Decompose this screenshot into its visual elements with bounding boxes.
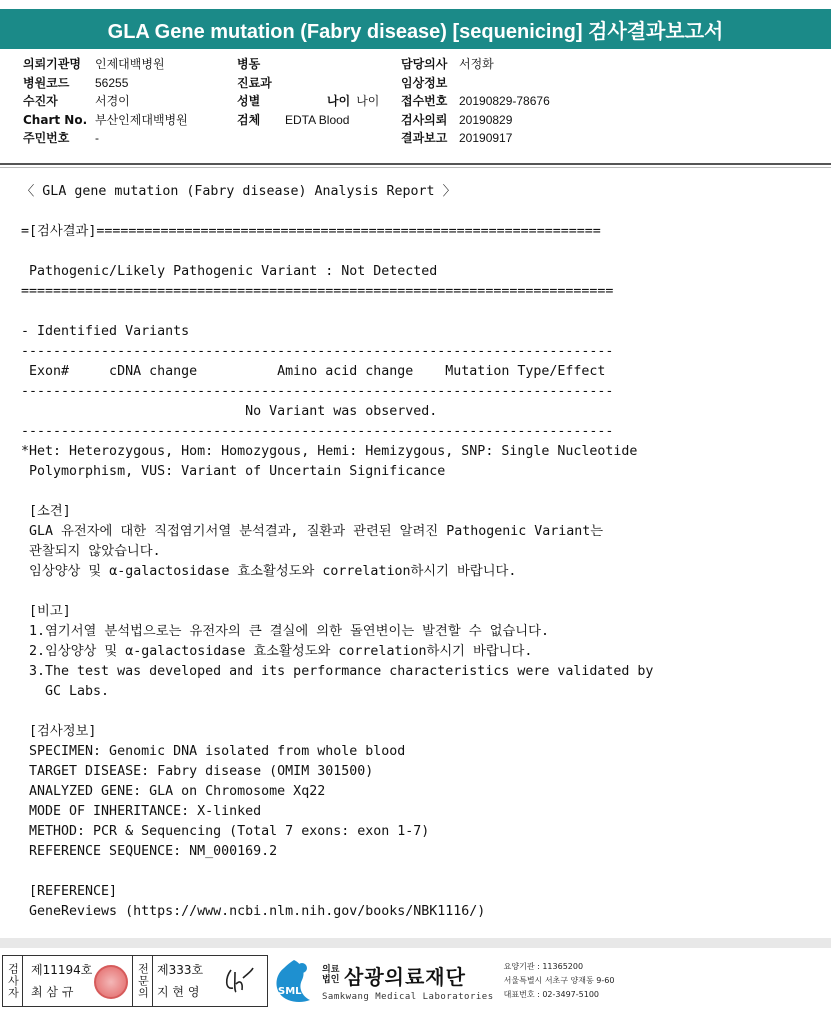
report-line: REFERENCE SEQUENCE: NM_000169.2 — [21, 844, 278, 859]
report-line: 3.The test was developed and its performance characteristics were validated by — [21, 664, 654, 679]
report-body — [21, 182, 821, 922]
report-line: Exon# cDNA change Amino acid change Mutation Type/Effect — [21, 364, 606, 379]
report-line: GLA 유전자에 대한 직접염기서열 분석결과, 질환과 관련된 알려진 Pathogenic Variant는 — [21, 524, 604, 539]
reviewer-info — [153, 956, 267, 1006]
organization-block — [272, 955, 614, 1007]
info-row-ward — [237, 55, 379, 74]
report-line: [검사정보] — [21, 724, 97, 739]
age-label: 나이 — [327, 94, 351, 108]
info-row-clinical-info — [401, 74, 550, 93]
org-english-name: Samkwang Medical Laboratories — [322, 991, 494, 1002]
reviewer-license-no: 제333호 — [157, 963, 204, 977]
report-line: 관찰되지 않았습니다. — [21, 544, 161, 559]
info-label: 결과보고 — [401, 131, 448, 145]
org-contact-line: 요양기관 : 11365200 — [503, 962, 584, 971]
org-prefix: 의료법인 — [322, 965, 340, 985]
info-value: 인제대백병원 — [95, 57, 165, 71]
examiner-label: 검사자 — [3, 956, 23, 1006]
report-line: Pathogenic/Likely Pathogenic Variant : Not Detected — [21, 264, 438, 279]
patient-info-column-3 — [401, 55, 550, 148]
info-label: 검체 — [237, 112, 261, 127]
report-line: 〈 GLA gene mutation (Fabry disease) Analysis Report 〉 — [21, 184, 456, 199]
info-row-chart-no — [23, 111, 188, 130]
info-label: 임상정보 — [401, 75, 448, 90]
info-value: 56255 — [95, 75, 129, 90]
report-line: -------------------------------------------------------------------------- — [21, 344, 614, 359]
reviewer-name: 지 현 영 — [157, 985, 200, 999]
info-value: 부산인제대백병원 — [95, 112, 188, 127]
org-contact-line: 대표번호 : 02-3497-5100 — [503, 990, 600, 999]
report-line — [21, 582, 821, 602]
report-line — [21, 202, 821, 222]
patient-info-column-2 — [237, 55, 379, 129]
signature-box — [2, 955, 268, 1007]
logo-text: SML — [278, 986, 302, 997]
report-line — [21, 862, 821, 882]
info-value: 20190829-78676 — [459, 94, 550, 108]
report-line — [21, 242, 821, 262]
report-line: 임상양상 및 α-galactosidase 효소활성도와 correlation하시기 바랍니다. — [21, 564, 517, 579]
org-name: 삼광의료재단 — [344, 964, 466, 989]
info-label: 병동 — [237, 57, 261, 71]
report-line: [소견] — [21, 504, 71, 519]
info-label: 검사의뢰 — [401, 112, 448, 127]
info-value: 20190917 — [459, 131, 513, 145]
report-title: GLA Gene mutation (Fabry disease) [sequenicing] 검사결과보고서 — [0, 9, 831, 49]
report-line: 1.염기서열 분석법으로는 유전자의 큰 결실에 의한 돌연변이는 발견할 수 없습니다. — [21, 624, 549, 639]
info-label: 주민번호 — [23, 131, 70, 145]
report-line: =[검사결과]=============================================================== — [21, 224, 601, 239]
info-row-receipt-no — [401, 92, 550, 111]
report-line: ANALYZED GENE: GLA on Chromosome Xq22 — [21, 784, 326, 799]
report-line: TARGET DISEASE: Fabry disease (OMIM 301500) — [21, 764, 374, 779]
info-row-specimen — [237, 111, 379, 130]
report-line: MODE OF INHERITANCE: X-linked — [21, 804, 262, 819]
report-line — [21, 302, 821, 322]
info-row-institution — [23, 55, 188, 74]
info-row-hospital-code — [23, 74, 188, 93]
info-label: 접수번호 — [401, 94, 448, 108]
report-line: METHOD: PCR & Sequencing (Total 7 exons: exon 1-7) — [21, 824, 430, 839]
examiner-name: 최 삼 규 — [31, 985, 74, 999]
info-value: - — [95, 131, 99, 145]
organization-name-block — [322, 961, 494, 1002]
report-line: - Identified Variants — [21, 324, 190, 339]
report-line: GC Labs. — [21, 684, 110, 699]
header-divider-thin — [0, 167, 831, 168]
info-row-report-date — [401, 129, 550, 148]
seal-stamp-icon — [94, 965, 128, 999]
info-label: 수진자 — [23, 94, 58, 108]
signature-icon — [221, 964, 257, 998]
reviewer-label: 전문의 — [133, 956, 153, 1006]
header-divider — [0, 163, 831, 165]
info-label: Chart No. — [23, 112, 88, 127]
report-line: -------------------------------------------------------------------------- — [21, 424, 614, 439]
org-contact-line: 서울특별시 서초구 양재동 9-60 — [503, 976, 615, 985]
sml-logo-icon — [272, 958, 316, 1004]
examiner-license-no: 제11194호 — [31, 963, 93, 977]
report-line: SPECIMEN: Genomic DNA isolated from whole blood — [21, 744, 406, 759]
report-line — [21, 702, 821, 722]
info-value: EDTA Blood — [285, 112, 350, 127]
org-contact — [504, 960, 615, 1002]
report-line: [비고] — [21, 604, 71, 619]
info-label: 진료과 — [237, 75, 272, 90]
examiner-info — [23, 956, 133, 1006]
info-label: 담당의사 — [401, 57, 448, 71]
patient-info-column-1 — [23, 55, 188, 148]
age-value: 나이 — [356, 94, 380, 108]
footer-separator — [0, 938, 831, 948]
report-line: ========================================================================== — [21, 284, 614, 299]
report-line: GeneReviews (https://www.ncbi.nlm.nih.gov/books/NBK1116/) — [21, 904, 486, 919]
info-row-doctor — [401, 55, 550, 74]
info-label: 성별 — [237, 94, 261, 108]
info-label: 병원코드 — [23, 75, 70, 90]
report-line: -------------------------------------------------------------------------- — [21, 384, 614, 399]
report-line — [21, 482, 821, 502]
report-line: *Het: Heterozygous, Hom: Homozygous, Hemi: Hemizygous, SNP: Single Nucleotide — [21, 444, 638, 459]
report-line: No Variant was observed. — [21, 404, 438, 419]
info-value: 20190829 — [459, 112, 513, 127]
info-label: 의뢰기관명 — [23, 57, 81, 71]
report-line: 2.임상양상 및 α-galactosidase 효소활성도와 correlation하시기 바랍니다. — [21, 644, 533, 659]
info-row-sex-age — [237, 92, 379, 111]
report-line: [REFERENCE] — [21, 884, 118, 899]
info-row-department — [237, 74, 379, 93]
info-value: 서정화 — [459, 57, 494, 71]
info-row-patient — [23, 92, 188, 111]
info-row-resident-no — [23, 129, 188, 148]
info-value: 서경이 — [95, 94, 130, 108]
report-line: Polymorphism, VUS: Variant of Uncertain Significance — [21, 464, 446, 479]
info-row-request-date — [401, 111, 550, 130]
